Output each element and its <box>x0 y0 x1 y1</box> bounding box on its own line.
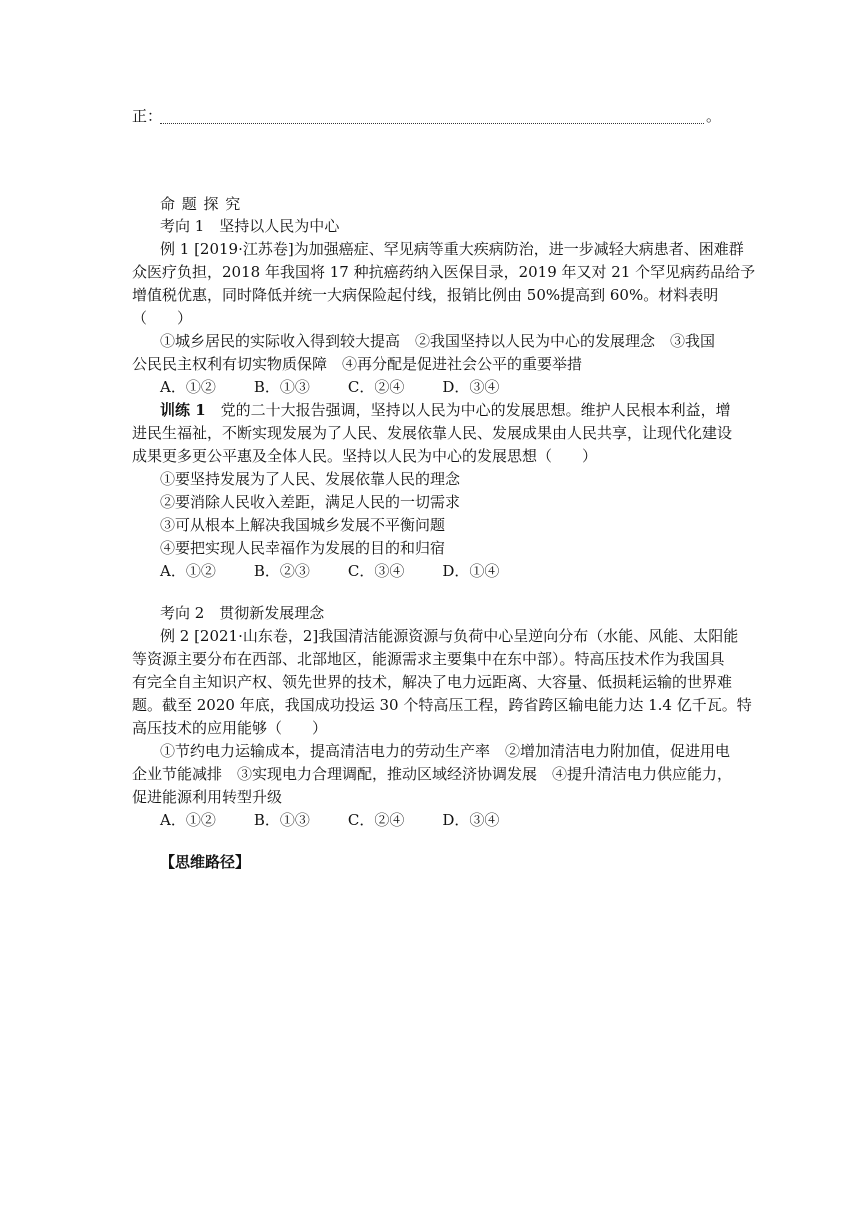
option-c: C．②④ <box>347 378 405 396</box>
example1-statement: 公民民主权利有切实物质保障 ④再分配是促进社会公平的重要举措 <box>132 355 583 373</box>
option-b: B．①③ <box>253 811 310 829</box>
answer-blank-dotted-line <box>160 111 704 124</box>
example1-line: 例 1 [2019·江苏卷]为加强癌症、罕见病等重大疾病防治，进一步减轻大病患者、困难群 <box>160 240 744 258</box>
training1-item: ②要消除人民收入差距，满足人民的一切需求 <box>160 493 461 511</box>
direction1-title: 考向 1 坚持以人民为中心 <box>160 217 340 235</box>
example2-line: 有完全自主知识产权、领先世界的技术，解决了电力远距离、大容量、低损耗运输的世界难 <box>132 673 733 691</box>
example2-statement: ①节约电力运输成本，提高清洁电力的劳动生产率 ②增加清洁电力附加值，促进用电 <box>160 742 731 760</box>
option-d: D．③④ <box>442 378 500 396</box>
training1-options <box>160 561 537 581</box>
answer-line-prefix: 正： <box>132 107 163 125</box>
training1-item: ④要把实现人民幸福作为发展的目的和归宿 <box>160 539 446 557</box>
example2-line: 等资源主要分布在西部、北部地区，能源需求主要集中在东中部）。特高压技术作为我国具 <box>132 650 725 668</box>
training1-first-line <box>160 400 731 420</box>
option-d: D．③④ <box>442 811 500 829</box>
example2-line: 题。截至 2020 年底，我国成功投运 30 个特高压工程，跨省跨区输电能力达 1.4 亿千瓦。特 <box>132 696 752 714</box>
example1-statement: ①城乡居民的实际收入得到较大提高 ②我国坚持以人民为中心的发展理念 ③我国 <box>160 332 716 350</box>
example2-options <box>160 810 537 830</box>
training1-label: 训练 1 <box>160 401 206 419</box>
thinking-path-heading: 【思维路径】 <box>160 853 251 871</box>
training1-line: 进民生福祉，不断实现发展为了人民、发展依靠人民、发展成果由人民共享，让现代化建设 <box>132 424 733 442</box>
example2-line: 高压技术的应用能够（ ） <box>132 719 328 737</box>
option-a: A．①② <box>160 562 216 580</box>
option-a: A．①② <box>160 811 216 829</box>
example1-line: （ ） <box>132 309 193 327</box>
training1-line: 成果更多更公平惠及全体人民。坚持以人民为中心的发展思想（ ） <box>132 447 598 465</box>
example1-options <box>160 377 537 397</box>
option-a: A．①② <box>160 378 216 396</box>
answer-line-end: 。 <box>706 107 722 125</box>
option-c: C．③④ <box>347 562 405 580</box>
training1-item: ③可从根本上解决我国城乡发展不平衡问题 <box>160 516 446 534</box>
example1-line: 增值税优惠，同时降低并统一大病保险起付线，报销比例由 50%提高到 60%。材料表明 <box>132 286 719 304</box>
example2-statement: 促进能源利用转型升级 <box>132 788 283 806</box>
example2-statement: 企业节能减排 ③实现电力合理调配，推动区域经济协调发展 ④提升清洁电力供应能力， <box>132 765 733 783</box>
option-c: C．②④ <box>347 811 405 829</box>
option-b: B．①③ <box>253 378 310 396</box>
section-title: 命 题 探 究 <box>160 195 242 213</box>
example1-line: 众医疗负担，2018 年我国将 17 种抗癌药纳入医保目录，2019 年又对 21 个罕见病药品给予 <box>132 263 756 281</box>
option-d: D．①④ <box>442 562 500 580</box>
option-b: B．②③ <box>253 562 310 580</box>
direction2-title: 考向 2 贯彻新发展理念 <box>160 604 325 622</box>
training1-line: 党的二十大报告强调，坚持以人民为中心的发展思想。维护人民根本利益，增 <box>205 401 731 419</box>
example2-line: 例 2 [2021·山东卷，2]我国清洁能源资源与负荷中心呈逆向分布（水能、风能、太阳能 <box>160 627 739 645</box>
training1-item: ①要坚持发展为了人民、发展依靠人民的理念 <box>160 470 461 488</box>
